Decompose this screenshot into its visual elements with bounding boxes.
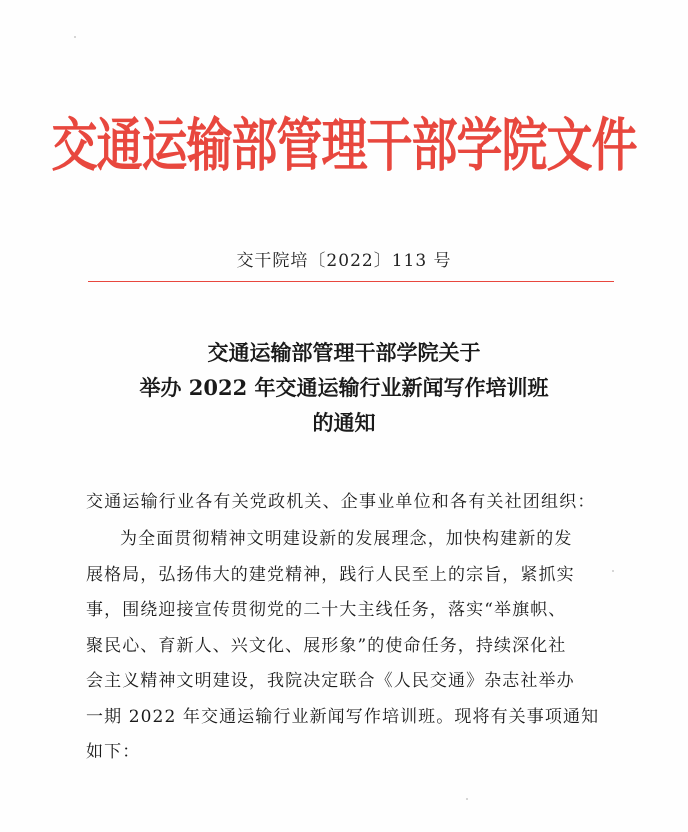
paragraph-line: 事，围绕迎接宣传贯彻党的二十大主线任务，落实“举旗帜、 (86, 600, 567, 620)
document-number: 交干院培〔2022〕113 号 (236, 251, 452, 271)
notice-title (60, 335, 628, 440)
paragraph-line: 一期 2022 年交通运输行业新闻写作培训班。现将有关事项通知 (86, 706, 600, 727)
salutation: 交通运输行业各有关党政机关、企事业单位和各有关社团组织： (86, 492, 596, 512)
paragraph-line: 展格局，弘扬伟大的建党精神，践行人民至上的宗旨，紧抓实 (86, 564, 575, 585)
title-line-3: 的通知 (312, 410, 376, 435)
paragraph-line: 如下： (86, 742, 141, 762)
body-paragraph (86, 522, 626, 771)
paragraph-line: 会主义精神文明建设，我院决定联合《人民交通》杂志社举办 (86, 671, 575, 691)
title-line-1: 交通运输部管理干部学院关于 (207, 340, 481, 365)
red-divider-line (88, 281, 614, 282)
scan-speck (466, 798, 468, 800)
issuer-banner: 交通运输部管理干部学院文件 (51, 111, 637, 179)
paragraph-line: 为全面贯彻精神文明建设新的发展理念，加快构建新的发 (120, 529, 573, 549)
scan-speck (612, 570, 614, 572)
title-line-2: 举办 2022 年交通运输行业新闻写作培训班 (139, 375, 549, 400)
paragraph-line: 聚民心、育新人、兴文化、展形象”的使命任务，持续深化社 (86, 635, 567, 656)
scan-speck (74, 36, 76, 38)
